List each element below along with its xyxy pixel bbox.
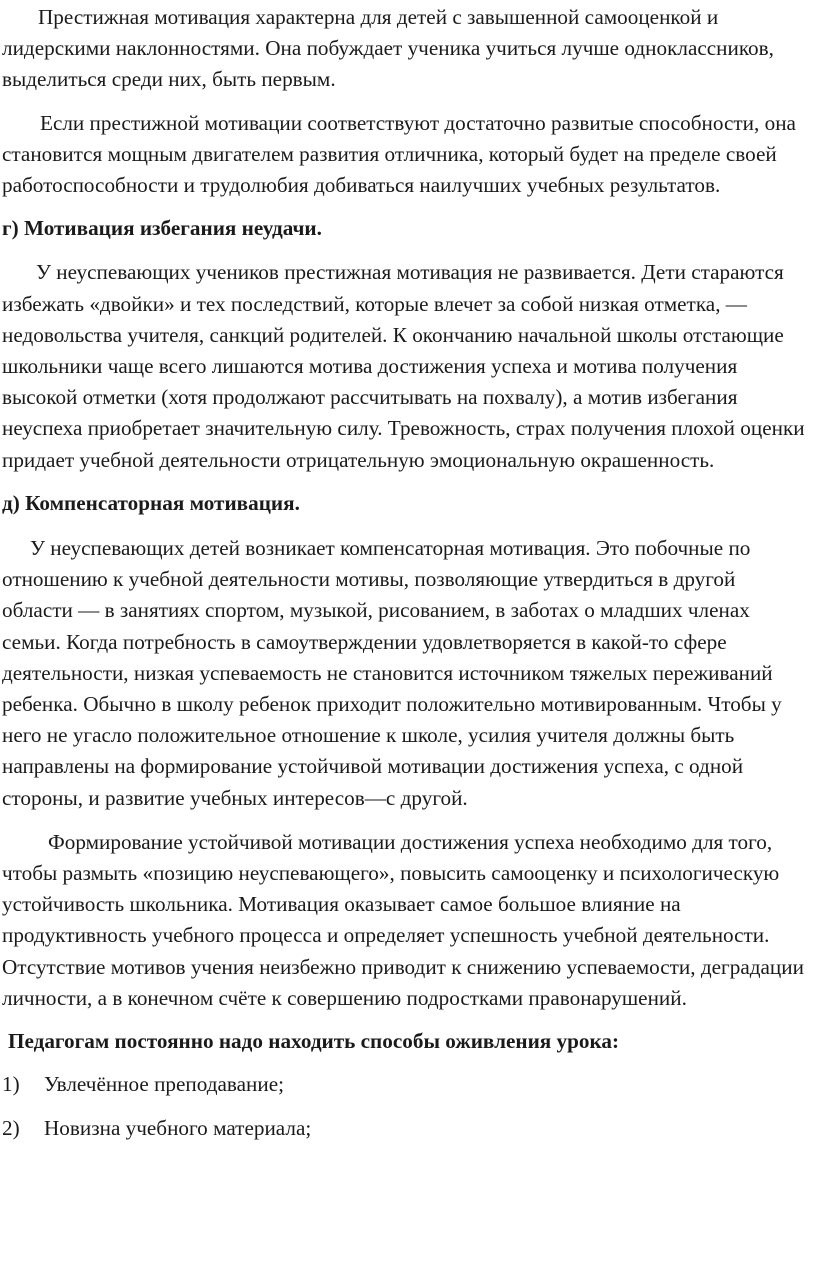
paragraph-compensatory-motivation: У неуспевающих детей возникает компенсаторная мотивация. Это побочные по отношению к учебной деятельности мотивы, позволяющие утвердиться в другой области — в занятиях спортом, музыкой, рисованием, в заботах о младших членах семьи. Когда потребность в самоутверждении удовлетворяется в какой-то сфере деятельности, низкая успеваемость не становится источником тяжелых переживаний ребенка. Обычно в школу ребенок приходит положительно мотивированным. Чтобы у него не угасло положительное отношение к школе, усилия учителя должны быть направлены на формирование устойчивой мотивации достижения успеха, с одной стороны, и развитие учебных интересов—с другой. [2, 536, 782, 810]
paragraph-prestige-abilities: Если престижной мотивации соответствуют достаточно развитые способности, она становится мощным двигателем развития отличника, который будет на пределе своей работоспособности и трудолюбия добиваться наилучших учебных результатов. [2, 110, 796, 198]
list-item [2, 1113, 808, 1144]
heading-compensatory-motivation: д) Компенсаторная мотивация. [2, 490, 300, 515]
paragraph-success-motivation: Формирование устойчивой мотивации достижения успеха необходимо для того, чтобы размыть «позицию неуспевающего», повысить самооценку и психологическую устойчивость школьника. Мотивация оказывает самое большое влияние на продуктивность учебного процесса и определяет успешность учебной деятельности. Отсутствие мотивов учения неизбежно приводит к снижению успеваемости, деградации личности, а в конечном счёте к совершению подростками правонарушений. [2, 829, 804, 1010]
paragraph-failure-avoidance: У неуспевающих учеников престижная мотивация не развивается. Дети стараются избежать «двойки» и тех последствий, которые влечет за собой низкая отметка, — недовольства учителя, санкций родителей. К окончанию начальной школы отстающие школьники чаще всего лишаются мотива достижения успеха и мотива получения высокой отметки (хотя продолжают рассчитывать на похвалу), а мотив избегания неуспеха приобретает значительную силу. Тревожность, страх получения плохой оценки придает учебной деятельности отрицательную эмоциональную окрашенность. [2, 260, 805, 472]
list-item-number: 2) [2, 1116, 20, 1141]
list-item-text: Увлечённое преподавание; [44, 1072, 285, 1097]
list-item-text: Новизна учебного материала; [44, 1116, 312, 1141]
heading-teachers: Педагогам постоянно надо находить способы оживления урока: [8, 1029, 620, 1054]
list-item [2, 1069, 808, 1100]
heading-failure-avoidance: г) Мотивация избегания неудачи. [2, 216, 322, 241]
list-item-number: 1) [2, 1072, 20, 1097]
methods-list [2, 1069, 808, 1144]
paragraph-prestige-motivation: Престижная мотивация характерна для детей с завышенной самооценкой и лидерскими наклонностями. Она побуждает ученика учиться лучше одноклассников, выделиться среди них, быть первым. [2, 5, 774, 92]
